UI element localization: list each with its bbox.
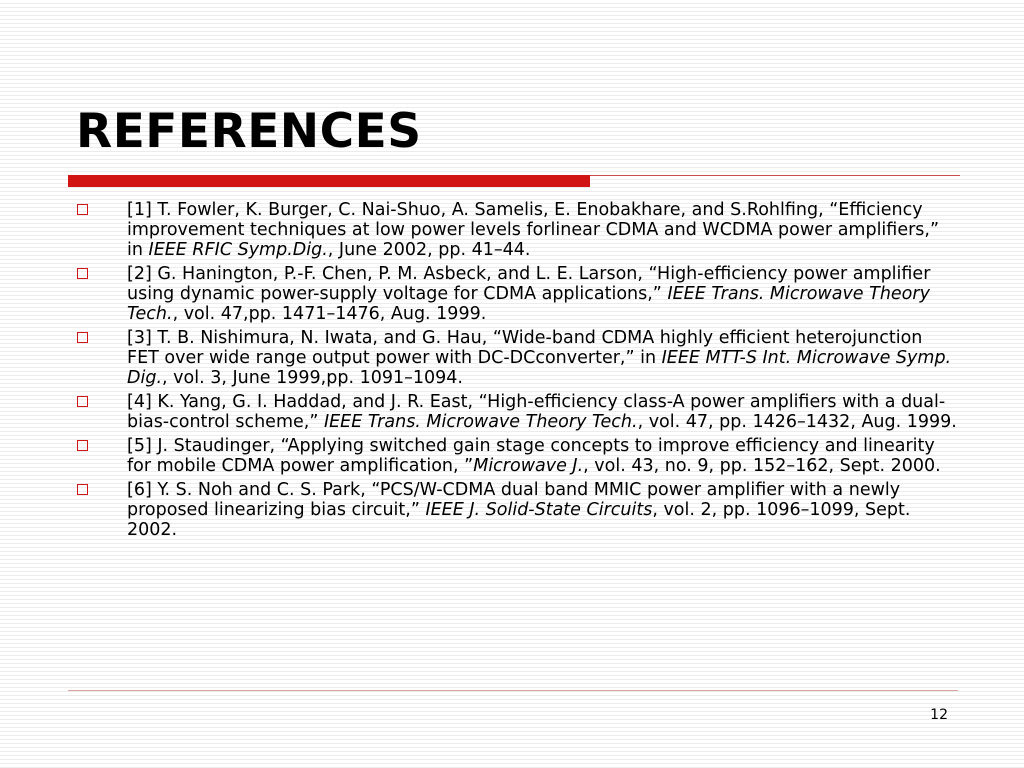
reference-details: , vol. 43, no. 9, pp. 152–162, Sept. 2000. [583,456,941,476]
slide-title: REFERENCES [76,104,422,159]
square-bullet-icon [77,332,88,343]
square-bullet-icon [77,396,88,407]
reference-item-5 [77,436,957,476]
reference-item-2 [77,264,957,324]
square-bullet-icon [77,204,88,215]
reference-venue: IEEE Trans. Microwave Theory Tech. [127,284,930,324]
reference-body: [5] J. Staudinger, “Applying switched gain stage concepts to improve efficiency and linearity for mobile CDMA power amplification, ” [127,436,935,476]
reference-text [127,328,951,388]
reference-list [77,200,957,544]
reference-text [127,200,939,260]
title-underline-accent [68,175,590,187]
footer-divider [68,690,958,691]
reference-item-3 [77,328,957,388]
square-bullet-icon [77,268,88,279]
reference-details: , vol. 47, pp. 1426–1432, Aug. 1999. [637,412,957,432]
reference-details: , vol. 3, June 1999,pp. 1091–1094. [162,368,463,388]
reference-item-4 [77,392,957,432]
reference-venue: Microwave J. [473,456,584,476]
reference-body: [6] Y. S. Noh and C. S. Park, “PCS/W-CDMA dual band MMIC power amplifier with a newly proposed linearizing bias circuit,” [127,480,901,520]
reference-body: [1] T. Fowler, K. Burger, C. Nai-Shuo, A. Samelis, E. Enobakhare, and S.Rohlfing, “Efficiency improvement techniques at low power levels forlinear CDMA and WCDMA power amplifiers,” in [127,200,940,260]
reference-text [127,480,910,540]
reference-body: [4] K. Yang, G. I. Haddad, and J. R. East, “High-efficiency class-A power amplifiers with a dual-bias-control scheme,” [127,392,946,432]
reference-venue: IEEE J. Solid-State Circuits [425,500,653,520]
reference-text [127,436,941,476]
reference-text [127,264,930,324]
reference-item-6 [77,480,957,540]
reference-venue: IEEE RFIC Symp.Dig. [148,240,328,260]
reference-body: [3] T. B. Nishimura, N. Iwata, and G. Hau, “Wide-band CDMA highly efficient heterojunction FET over wide range output power with DC-DCconverter,” in [127,328,923,368]
reference-details: , vol. 47,pp. 1471–1476, Aug. 1999. [172,304,487,324]
reference-details: , June 2002, pp. 41–44. [327,240,531,260]
page-number: 12 [930,707,948,723]
reference-body: [2] G. Hanington, P.-F. Chen, P. M. Asbeck, and L. E. Larson, “High-efficiency power amplifier using dynamic power-supply voltage for CDMA applications,” [127,264,931,304]
reference-item-1 [77,200,957,260]
square-bullet-icon [77,484,88,495]
title-underline-thin [590,175,960,176]
reference-venue: IEEE MTT-S Int. Microwave Symp. Dig. [127,348,952,388]
reference-venue: IEEE Trans. Microwave Theory Tech. [323,412,638,432]
square-bullet-icon [77,440,88,451]
reference-text [127,392,957,432]
reference-details: , vol. 2, pp. 1096–1099, Sept. 2002. [127,500,911,540]
